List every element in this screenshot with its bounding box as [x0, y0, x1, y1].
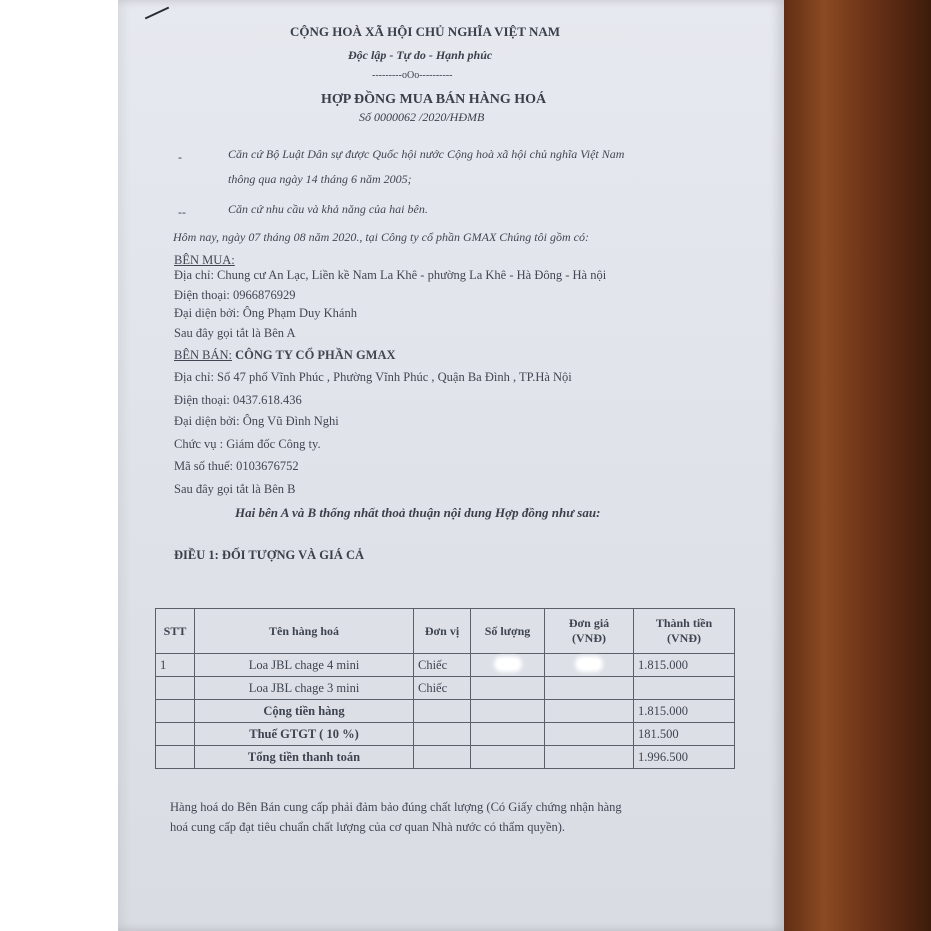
empty-cell [471, 700, 545, 723]
basis-line-1: Căn cứ Bộ Luật Dân sự được Quốc hội nước Cộng hoà xã hội chủ nghĩa Việt Nam [228, 147, 625, 161]
goods-table [155, 608, 735, 769]
motto: Độc lập - Tự do - Hạnh phúc [348, 48, 493, 62]
nation-heading: CỘNG HOÀ XÃ HỘI CHỦ NGHĨA VIỆT NAM [290, 24, 561, 39]
header-amount-l2: (VNĐ) [667, 631, 701, 645]
row-quantity-redacted [471, 654, 545, 677]
header-unit-price-l2: (VNĐ) [572, 631, 606, 645]
row-stt: 1 [156, 654, 195, 677]
contract-title: HỢP ĐỒNG MUA BÁN HÀNG HOÁ [321, 92, 547, 107]
grand-total-label: Tổng tiền thanh toán [195, 746, 414, 769]
article-1-heading: ĐIỀU 1: ĐỐI TƯỢNG VÀ GIÁ CẢ [174, 548, 365, 562]
row-price-redacted [545, 654, 634, 677]
seller-alias: Sau đây gọi tắt là Bên B [174, 482, 296, 496]
header-stt: STT [156, 609, 195, 654]
empty-cell [471, 723, 545, 746]
empty-cell [156, 723, 195, 746]
row-amount [634, 677, 735, 700]
subtotal-label: Cộng tiền hàng [195, 700, 414, 723]
seller-heading: BÊN BÁN: [174, 348, 232, 362]
empty-cell [545, 746, 634, 769]
table-row [156, 677, 735, 700]
seller-line [174, 348, 396, 363]
empty-cell [156, 700, 195, 723]
goods-table-container [155, 608, 735, 769]
quality-clause-line-2: hoá cung cấp đạt tiêu chuẩn chất lượng của cơ quan Nhà nước có thẩm quyền). [170, 820, 566, 834]
grand-total-row [156, 746, 735, 769]
vat-row [156, 723, 735, 746]
empty-cell [414, 700, 471, 723]
buyer-address: Địa chỉ: Chung cư An Lạc, Liền kề Nam La Khê - phường La Khê - Hà Đông - Hà nội [174, 268, 607, 282]
header-unit-price [545, 609, 634, 654]
today-line: Hôm nay, ngày 07 tháng 08 năm 2020., tại Công ty cổ phần GMAX Chúng tôi gồm có: [173, 230, 589, 244]
row-price [545, 677, 634, 700]
header-item-name: Tên hàng hoá [195, 609, 414, 654]
buyer-alias: Sau đây gọi tắt là Bên A [174, 326, 296, 340]
table-row [156, 654, 735, 677]
row-unit: Chiếc [414, 654, 471, 677]
seller-tax-code: Mã số thuế: 0103676752 [174, 459, 299, 473]
grand-total-value: 1.996.500 [634, 746, 735, 769]
pen-mark [145, 7, 169, 20]
wooden-table-edge [778, 0, 931, 931]
seller-name: CÔNG TY CỔ PHẦN GMAX [235, 348, 396, 362]
contract-number: Số 0000062 /2020/HĐMB [359, 110, 485, 124]
buyer-representative: Đại diện bởi: Ông Phạm Duy Khánh [174, 306, 357, 320]
subtotal-value: 1.815.000 [634, 700, 735, 723]
empty-cell [156, 746, 195, 769]
header-unit: Đơn vị [414, 609, 471, 654]
header-amount-l1: Thành tiền [655, 616, 713, 630]
dash-marker: -- [178, 205, 186, 219]
seller-phone: Điện thoại: 0437.618.436 [174, 393, 302, 407]
row-item-name: Loa JBL chage 4 mini [195, 654, 414, 677]
empty-cell [471, 746, 545, 769]
header-unit-price-l1: Đơn giá [568, 616, 610, 630]
basis-line-1b: thông qua ngày 14 tháng 6 năm 2005; [228, 172, 412, 186]
vat-value: 181.500 [634, 723, 735, 746]
vat-label: Thuế GTGT ( 10 %) [195, 723, 414, 746]
empty-cell [414, 723, 471, 746]
row-unit: Chiếc [414, 677, 471, 700]
subtotal-row [156, 700, 735, 723]
seller-position: Chức vụ : Giám đốc Công ty. [174, 437, 321, 451]
empty-cell [545, 700, 634, 723]
table-header-row [156, 609, 735, 654]
dash-marker: - [178, 150, 182, 164]
row-quantity [471, 677, 545, 700]
contract-page [118, 0, 784, 931]
seller-representative: Đại diện bởi: Ông Vũ Đình Nghi [174, 414, 339, 428]
divider: ---------oOo---------- [372, 70, 453, 81]
background-left [0, 0, 118, 931]
buyer-phone: Điện thoại: 0966876929 [174, 288, 296, 302]
empty-cell [545, 723, 634, 746]
agreement-statement: Hai bên A và B thống nhất thoả thuận nội dung Hợp đồng như sau: [235, 505, 601, 520]
quality-clause-line-1: Hàng hoá do Bên Bán cung cấp phải đảm bảo đúng chất lượng (Có Giấy chứng nhận hàng [170, 800, 622, 814]
redaction-blur [497, 659, 519, 669]
empty-cell [414, 746, 471, 769]
header-quantity: Số lượng [471, 609, 545, 654]
redaction-blur [578, 659, 600, 669]
seller-address: Địa chỉ: Số 47 phố Vĩnh Phúc , Phường Vĩnh Phúc , Quận Ba Đình , TP.Hà Nội [174, 370, 572, 384]
header-amount [634, 609, 735, 654]
buyer-heading: BÊN MUA: [174, 253, 235, 267]
basis-line-2: Căn cứ nhu cầu và khả năng của hai bên. [228, 202, 428, 216]
row-item-name: Loa JBL chage 3 mini [195, 677, 414, 700]
row-stt [156, 677, 195, 700]
row-amount: 1.815.000 [634, 654, 735, 677]
